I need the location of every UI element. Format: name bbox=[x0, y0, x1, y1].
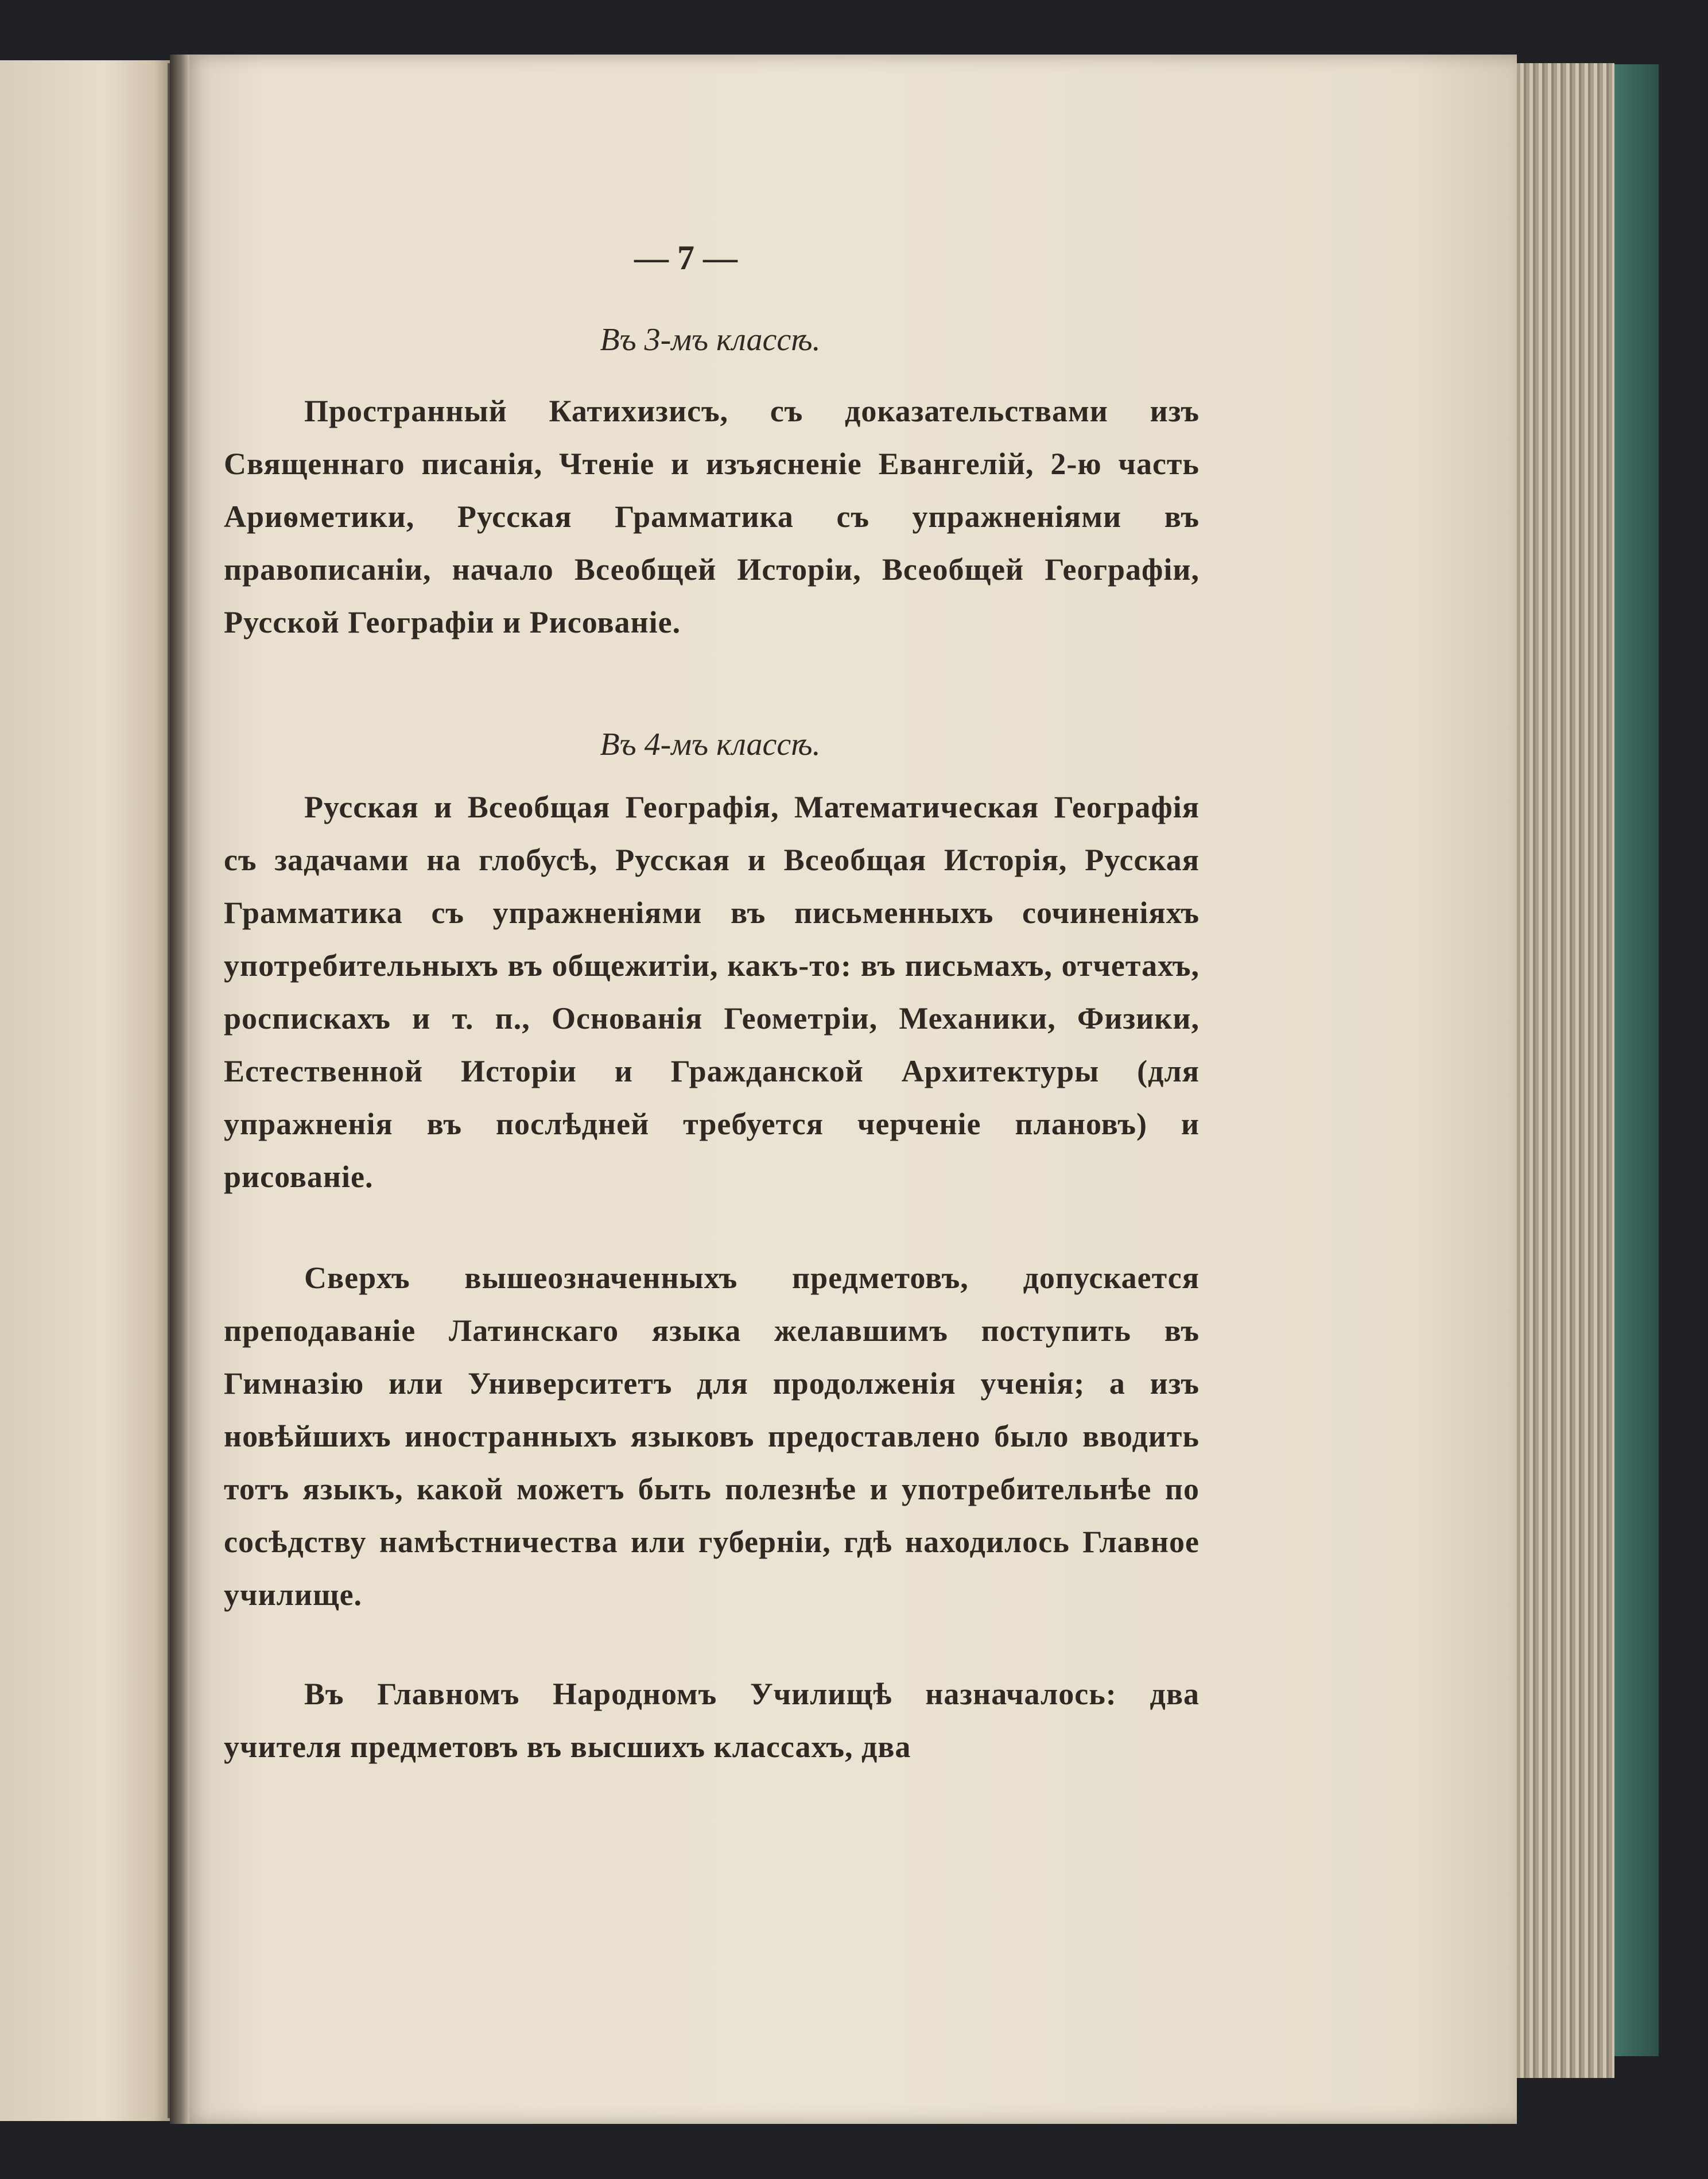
paragraph: Русская и Всеобщая Географія, Математическая Географія съ задачами на глобусѣ, Русская и Всеобщая Исторія, Русская Грамматика съ упражненіями въ письменныхъ сочиненіяхъ употребительныхъ въ общежитіи, какъ-то: въ письмахъ, отчетахъ, роспискахъ и т. п., Основанія Геометріи, Механики, Физики, Естественной Исторіи и Гражданской Архитектуры (для упражненія въ послѣдней требуется черченіе плановъ) и рисованіе. bbox=[224, 790, 1200, 1194]
page-edges bbox=[1517, 63, 1614, 2078]
paragraph: Въ Главномъ Народномъ Училищѣ назначалось: два учителя предметовъ въ высшихъ классахъ, два bbox=[224, 1677, 1200, 1764]
section-heading-3: Въ 3-мъ классѣ. bbox=[600, 322, 821, 358]
book-gutter bbox=[170, 55, 189, 2124]
section-heading-4: Въ 4-мъ классѣ. bbox=[600, 727, 821, 762]
paragraph: Сверхъ вышеозначенныхъ предметовъ, допускается преподаваніе Латинскаго языка желавшимъ поступить въ Гимназію или Университетъ для продолженія ученія; а изъ новѣйшихъ иностранныхъ языковъ предоставлено было вводить тотъ языкъ, какой можетъ быть полезнѣе и употребительнѣе по сосѣдству намѣстничества или губерніи, гдѣ находилось Главное училище. bbox=[224, 1261, 1200, 1612]
paragraph: Пространный Катихизисъ, съ доказательствами изъ Священнаго писанія, Чтеніе и изъясненіе Евангелій, 2-ю часть Ариѳметики, Русская Грамматика съ упражненіями въ правописаніи, начало Всеобщей Исторіи, Всеобщей Географіи, Русской Географіи и Рисованіе. bbox=[224, 394, 1200, 639]
left-page-text bbox=[0, 0, 172, 2179]
page-number: — 7 — bbox=[634, 239, 737, 277]
